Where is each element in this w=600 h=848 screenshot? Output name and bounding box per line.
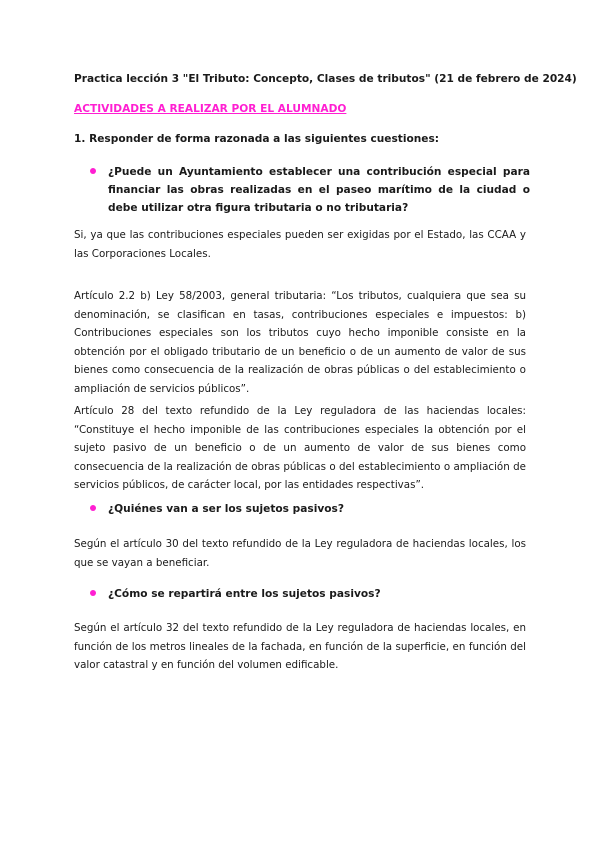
question-2-text: ¿Quiénes van a ser los sujetos pasivos? [108, 503, 344, 515]
question-2 [90, 500, 530, 518]
answer-1-article-1-paragraph: Artículo 2.2 b) Ley 58/2003, general tributaria: “Los tributos, cualquiera que sea su denominación, se clasifican en tasas, contribuciones especiales e impuestos: b) Contribuciones especiales son los tributos cuyo hecho imponible consiste en la obtención por el obligado tributario de un beneficio o de un aumento de valor de sus bienes como consecuencia de la realización de obras públicas o del establecimiento o ampliación de servicios públicos”. [74, 290, 526, 395]
question-3 [90, 585, 530, 603]
activities-heading: ACTIVIDADES A REALIZAR POR EL ALUMNADO [74, 103, 347, 115]
answer-1-article-2-paragraph: Artículo 28 del texto refundido de la Ley reguladora de las haciendas locales: “Constituye el hecho imponible de las contribuciones especiales la obtención por el sujeto pasivo de un beneficio o de un aumento de valor de sus bienes como consecuencia de la realización de obras públicas o del establecimiento o ampliación de servicios públicos, de carácter local, por las entidades respectivas”. [74, 405, 526, 492]
bullet-icon [90, 168, 96, 174]
bullet-icon [90, 590, 96, 596]
question-1 [90, 163, 530, 217]
answer-3-paragraph: Según el artículo 32 del texto refundido de la Ley reguladora de haciendas locales, en función de los metros lineales de la fachada, en función de la superficie, en función del valor catastral y en función del volumen edificable. [74, 622, 526, 672]
document-title: Practica lección 3 "El Tributo: Concepto, Clases de tributos" (21 de febrero de 2024) [74, 73, 577, 85]
bullet-icon [90, 505, 96, 511]
instruction-heading: 1. Responder de forma razonada a las siguientes cuestiones: [74, 133, 440, 145]
answer-1-paragraph: Si, ya que las contribuciones especiales pueden ser exigidas por el Estado, las CCAA y las Corporaciones Locales. [74, 229, 526, 260]
answer-2-paragraph: Según el artículo 30 del texto refundido de la Ley reguladora de haciendas locales, los que se vayan a beneficiar. [74, 538, 526, 569]
question-3-text: ¿Cómo se repartirá entre los sujetos pasivos? [108, 588, 381, 600]
question-1-text: ¿Puede un Ayuntamiento establecer una contribución especial para financiar las obras realizadas en el paseo marítimo de la ciudad o debe utilizar otra figura tributaria o no tributaria? [108, 166, 530, 214]
